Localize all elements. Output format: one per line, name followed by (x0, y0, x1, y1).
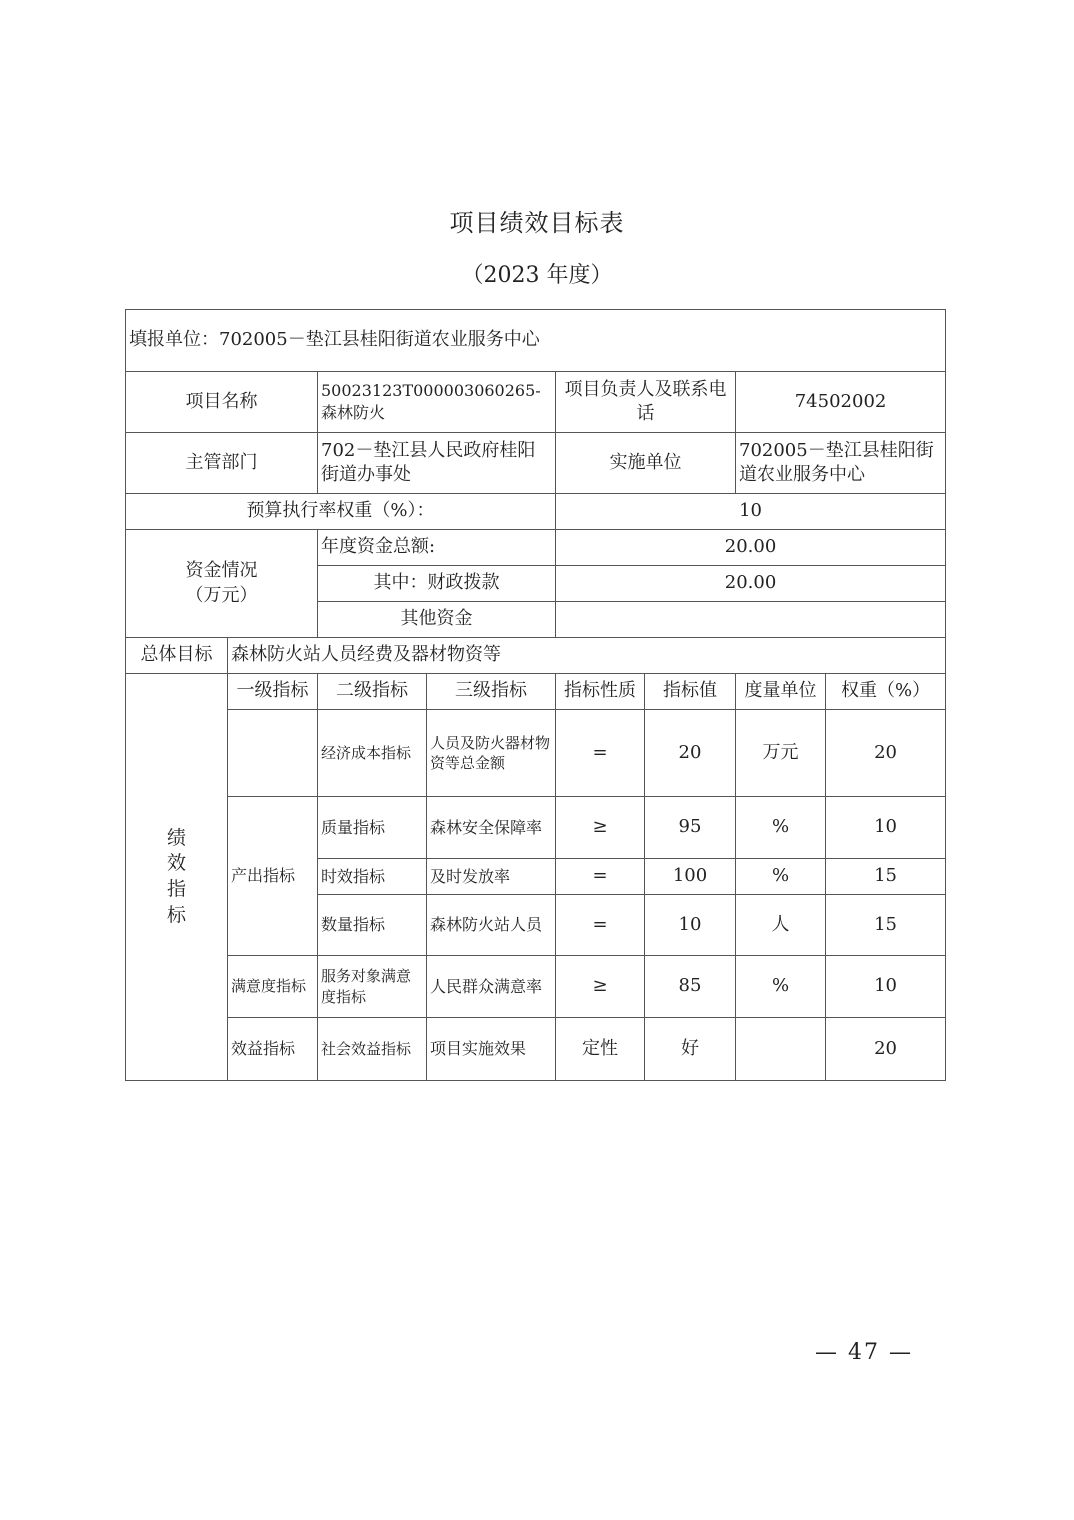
row-weight: 15 (826, 859, 946, 895)
row-level3: 人民群众满意率 (427, 956, 556, 1018)
row-level3: 及时发放率 (427, 859, 556, 895)
project-leader-value: 74502002 (736, 372, 946, 433)
department-value: 702－垫江县人民政府桂阳 街道办事处 (318, 433, 556, 494)
project-name-value: 50023123T000003060265-森林防火 (318, 372, 556, 433)
row-weight: 15 (826, 895, 946, 956)
row-value: 好 (645, 1018, 736, 1081)
overall-goal-value: 森林防火站人员经费及器材物资等 (228, 638, 946, 674)
row-nature: = (556, 710, 645, 797)
funds-total-value: 20.00 (556, 530, 946, 566)
table-row (126, 710, 946, 797)
funds-label: 资金情况（万元） (126, 530, 318, 638)
page-subtitle: （2023 年度） (461, 263, 613, 288)
row-level2: 时效指标 (318, 859, 427, 895)
table-row (126, 956, 946, 1018)
project-leader-label: 项目负责人及联系电话 (556, 372, 736, 433)
row-level2: 经济成本指标 (318, 710, 427, 797)
funds-other-label: 其他资金 (318, 602, 556, 638)
row-nature: 定性 (556, 1018, 645, 1081)
row-level1: 满意度指标 (228, 956, 318, 1018)
budget-weight-value: 10 (556, 494, 946, 530)
row-unit: 人 (736, 895, 826, 956)
row-level2: 质量指标 (318, 797, 427, 859)
row-level1: 效益指标 (228, 1018, 318, 1081)
budget-weight-label: 预算执行率权重（%）： (126, 494, 556, 530)
header-value: 指标值 (645, 674, 736, 710)
row-value: 85 (645, 956, 736, 1018)
row-nature: ≥ (556, 956, 645, 1018)
funds-fiscal-value: 20.00 (556, 566, 946, 602)
header-unit: 度量单位 (736, 674, 826, 710)
row-unit: % (736, 797, 826, 859)
overall-goal-label: 总体目标 (126, 638, 228, 674)
implementing-unit-value: 702005－垫江县桂阳街 道农业服务中心 (736, 433, 946, 494)
funds-fiscal-label: 其中：财政拨款 (318, 566, 556, 602)
row-weight: 20 (826, 1018, 946, 1081)
row-weight: 10 (826, 956, 946, 1018)
indicators-section-label (126, 674, 228, 1081)
row-level3: 森林安全保障率 (427, 797, 556, 859)
row-value: 20 (645, 710, 736, 797)
implementing-unit-label: 实施单位 (556, 433, 736, 494)
funds-total-label: 年度资金总额: (318, 530, 556, 566)
header-level2: 二级指标 (318, 674, 427, 710)
row-level1: 产出指标 (228, 797, 318, 956)
row-unit: % (736, 956, 826, 1018)
page-title: 项目绩效目标表 (449, 209, 625, 237)
indicators-section-text: 绩效指标 (166, 826, 186, 926)
row-value: 95 (645, 797, 736, 859)
row-level2: 社会效益指标 (318, 1018, 427, 1081)
row-level1 (228, 710, 318, 797)
row-unit (736, 1018, 826, 1081)
header-weight: 权重（%） (826, 674, 946, 710)
row-unit: 万元 (736, 710, 826, 797)
performance-table (125, 309, 946, 1081)
row-level3: 森林防火站人员 (427, 895, 556, 956)
row-weight: 20 (826, 710, 946, 797)
row-nature: ≥ (556, 797, 645, 859)
row-value: 10 (645, 895, 736, 956)
row-nature: = (556, 895, 645, 956)
filling-unit: 填报单位：702005－垫江县桂阳街道农业服务中心 (126, 310, 946, 372)
department-label: 主管部门 (126, 433, 318, 494)
table-row (126, 797, 946, 859)
funds-other-value (556, 602, 946, 638)
row-unit: % (736, 859, 826, 895)
header-nature: 指标性质 (556, 674, 645, 710)
row-weight: 10 (826, 797, 946, 859)
table-row (126, 1018, 946, 1081)
row-level2: 服务对象满意度指标 (318, 956, 427, 1018)
header-level1: 一级指标 (228, 674, 318, 710)
row-level3: 项目实施效果 (427, 1018, 556, 1081)
row-nature: = (556, 859, 645, 895)
page-number: — 47 — (815, 1340, 913, 1365)
row-value: 100 (645, 859, 736, 895)
project-name-label: 项目名称 (126, 372, 318, 433)
header-level3: 三级指标 (427, 674, 556, 710)
row-level2: 数量指标 (318, 895, 427, 956)
row-level3: 人员及防火器材物资等总金额 (427, 710, 556, 797)
